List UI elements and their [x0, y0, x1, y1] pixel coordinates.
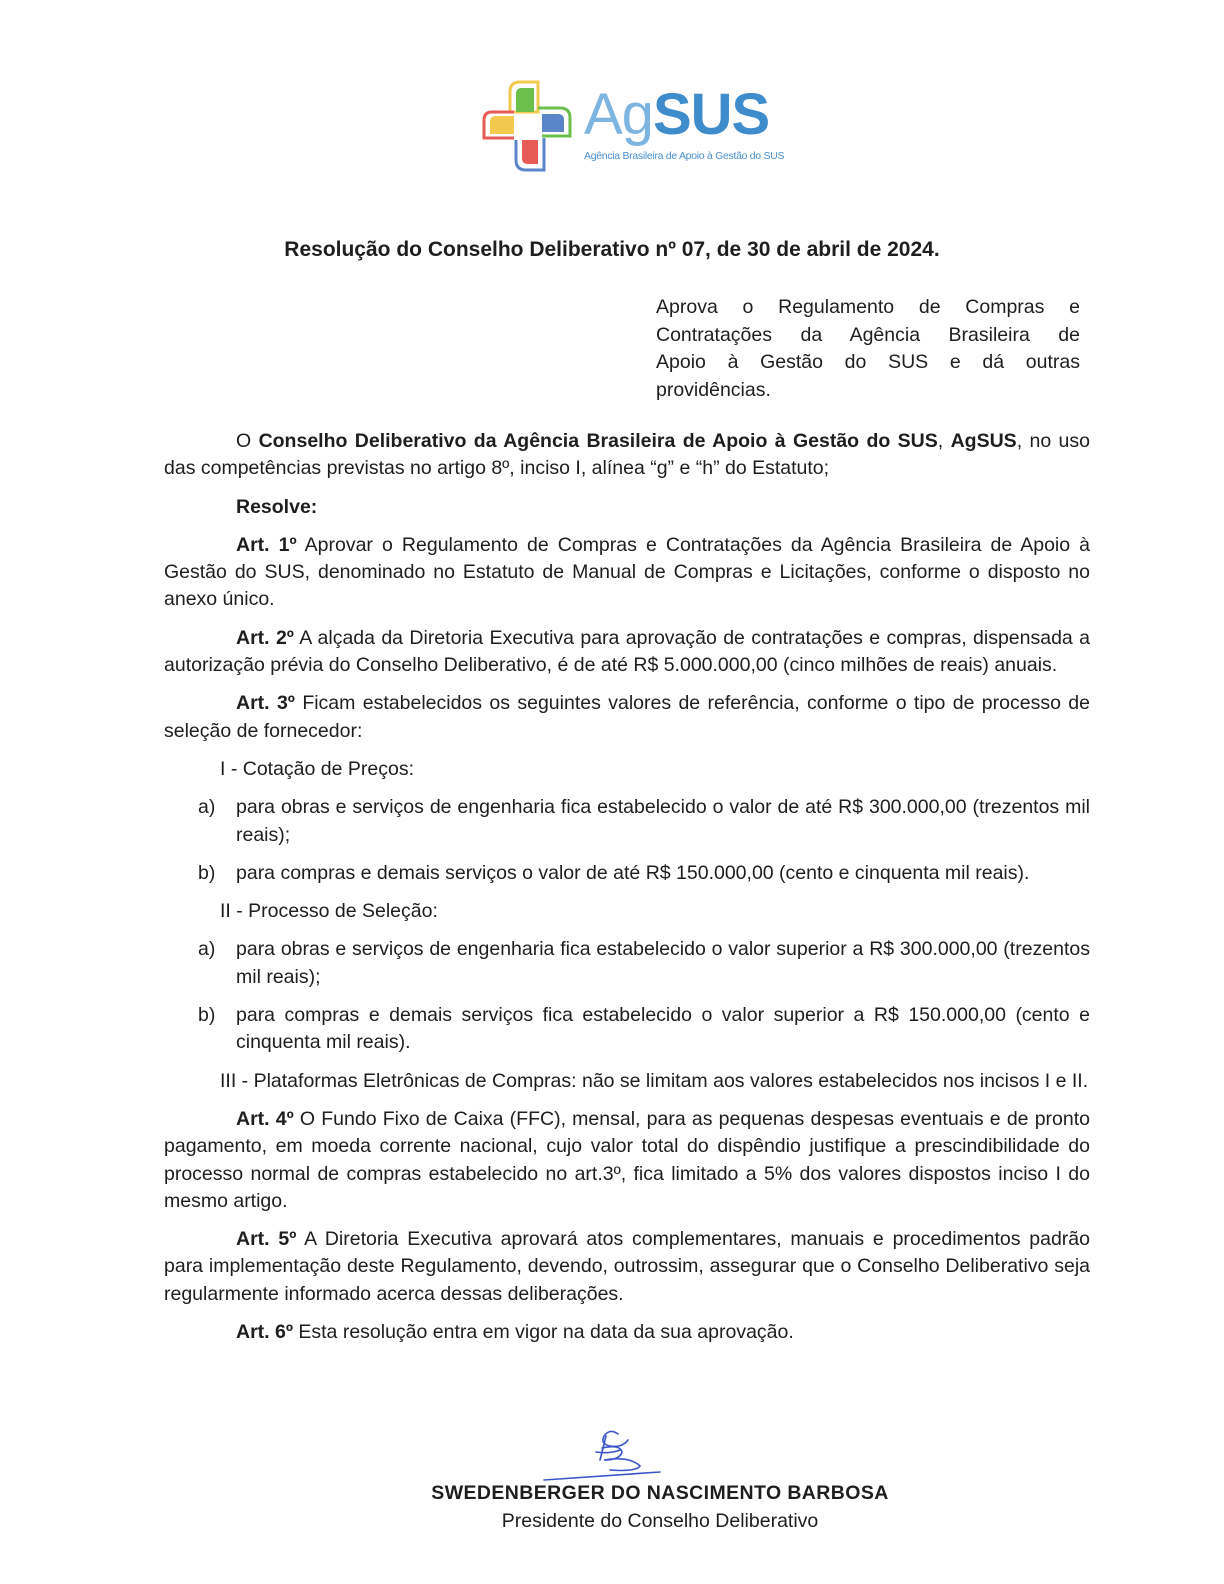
- preamble-rest: , no uso das competências previstas no artigo 8º, inciso I, alínea “g” e “h” do Estatuto;: [164, 430, 1091, 480]
- signatory-name: SWEDENBERGER DO NASCIMENTO BARBOSA: [431, 1482, 889, 1504]
- list-item: [198, 936, 1090, 991]
- item-label: b): [198, 861, 216, 884]
- resolve-heading: Resolve:: [236, 495, 318, 518]
- article-label: Art. 2º: [236, 626, 294, 649]
- ementa-line: Aprova o Regulamento de Compras e: [656, 296, 1080, 318]
- article-label: Art. 6º: [236, 1321, 293, 1344]
- council-name: Conselho Deliberativo da Agência Brasileira de Apoio à Gestão do SUS: [258, 430, 938, 452]
- article-2: [164, 625, 1090, 680]
- article-text: Aprovar o Regulamento de Compras e Contratações da Agência Brasileira de Apoio à Gestão do SUS, denominado no Estatuto de Manual de Compras e Licitações, conforme o disposto no anexo único.: [164, 533, 1091, 611]
- list-item: [198, 794, 1090, 849]
- item-label: a): [198, 938, 216, 961]
- ementa-line: providências.: [656, 378, 771, 401]
- brand-tagline: Agência Brasileira de Apoio à Gestão do SUS: [584, 150, 785, 162]
- article-6: [164, 1319, 1090, 1346]
- signatory-role: Presidente do Conselho Deliberativo: [501, 1510, 819, 1532]
- agency-acronym: AgSUS: [950, 430, 1017, 452]
- document-body: [164, 428, 1090, 1357]
- preamble-sep: ,: [937, 430, 951, 452]
- article-label: Art. 4º: [236, 1107, 294, 1130]
- brand-suffix: SUS: [652, 82, 770, 147]
- article-label: Art. 1º: [236, 533, 297, 556]
- list-item: [198, 1002, 1090, 1057]
- article-text: A Diretoria Executiva aprovará atos complementares, manuais e procedimentos padrão para implementação deste Regulamento, devendo, outrossim, assegurar que o Conselho Deliberativo seja regularmente informado acerca dessas deliberações.: [164, 1228, 1090, 1305]
- item-label: a): [198, 796, 216, 819]
- resolution-title: Resolução do Conselho Deliberativo nº 07, de 30 de abril de 2024.: [284, 238, 940, 261]
- brand-prefix: Ag: [584, 82, 653, 147]
- inciso-2: II - Processo de Seleção:: [220, 900, 438, 923]
- article-text: A alçada da Diretoria Executiva para aprovação de contratações e compras, dispensada a autorização prévia do Conselho Deliberativo, é de até R$ 5.000.000,00 (cinco milhões de reais) anuais.: [164, 626, 1090, 677]
- article-label: Art. 3º: [236, 692, 295, 715]
- item-text: para compras e demais serviços fica estabelecido o valor superior a R$ 150.000,00 (cento e cinquenta mil reais).: [236, 1004, 1090, 1054]
- inciso-1: I - Cotação de Preços:: [220, 757, 415, 780]
- ementa: [656, 294, 1080, 404]
- agsus-logo: [480, 78, 785, 178]
- item-text: para compras e demais serviços o valor de até R$ 150.000,00 (cento e cinquenta mil reais).: [236, 861, 1030, 884]
- item-label: b): [198, 1004, 216, 1027]
- list-item: [198, 860, 1090, 887]
- agsus-cross-icon: [480, 78, 576, 174]
- article-4: [164, 1106, 1090, 1215]
- article-5: [164, 1226, 1090, 1308]
- item-text: para obras e serviços de engenharia fica estabelecido o valor superior a R$ 300.000,00 (trezentos mil reais);: [236, 938, 1090, 988]
- article-text: Esta resolução entra em vigor na data da sua aprovação.: [292, 1321, 794, 1344]
- preamble-lead: O: [236, 430, 259, 452]
- ementa-line: Apoio à Gestão do SUS e dá outras: [656, 351, 1080, 373]
- ementa-line: Contratações da Agência Brasileira de: [656, 323, 1080, 346]
- article-text: O Fundo Fixo de Caixa (FFC), mensal, para as pequenas despesas eventuais e de pronto pagamento, em moeda corrente nacional, cujo valor total do dispêndio justifique a prescindibilidade do processo normal de compras estabelecido no art.3º, fica limitado a 5% dos valores dispostos inciso I do mesmo artigo.: [164, 1107, 1090, 1212]
- inciso-3: III - Plataformas Eletrônicas de Compras: não se limitam aos valores estabelecidos nos incisos I e II.: [220, 1069, 1089, 1092]
- article-label: Art. 5º: [236, 1228, 297, 1251]
- article-text: Ficam estabelecidos os seguintes valores de referência, conforme o tipo de processo de seleção de fornecedor:: [164, 692, 1090, 742]
- brand-wordmark: [584, 80, 769, 150]
- handwritten-signature-icon: [540, 1426, 670, 1482]
- article-1: [164, 532, 1090, 614]
- article-3: [164, 690, 1090, 745]
- preamble: [164, 428, 1090, 483]
- item-text: para obras e serviços de engenharia fica estabelecido o valor de até R$ 300.000,00 (trezentos mil reais);: [236, 796, 1090, 846]
